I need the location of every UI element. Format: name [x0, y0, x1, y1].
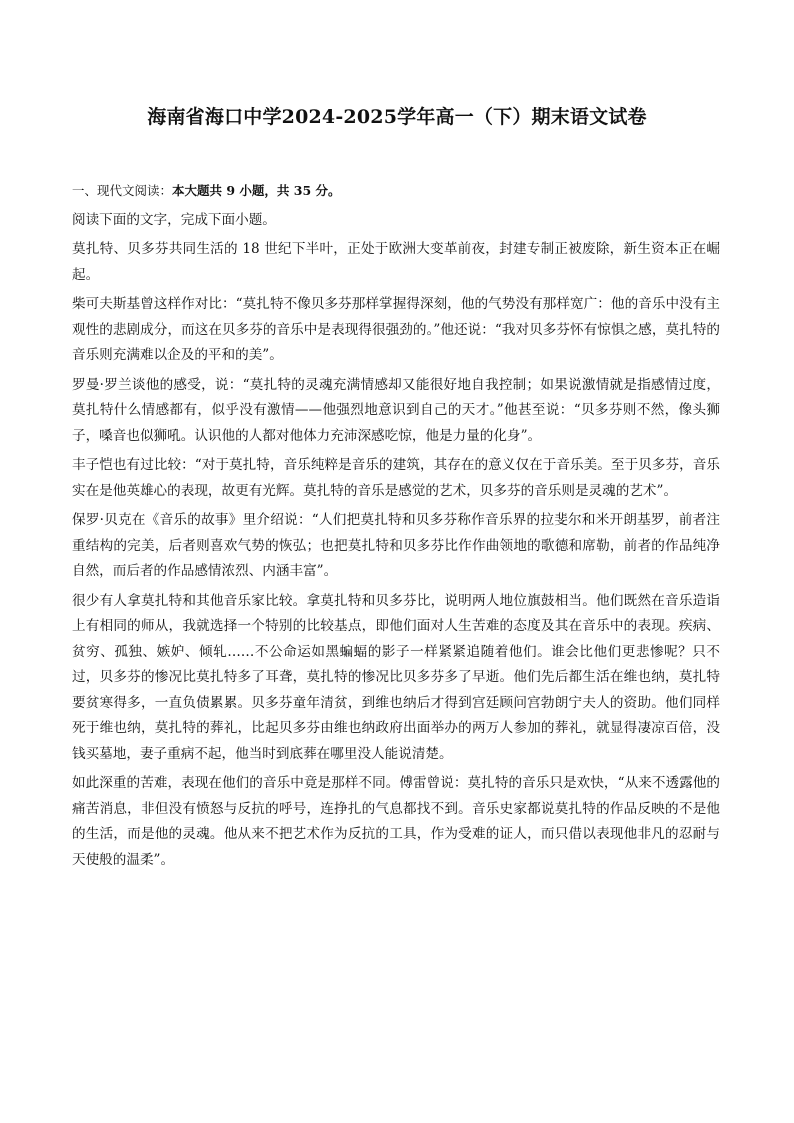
paragraph: 如此深重的苦难，表现在他们的音乐中竟是那样不同。傅雷曾说：莫扎特的音乐只是欢快，“从来不透露他的痛苦消息，非但没有愤怒与反抗的呼号，连挣扎的气息都找不到。音乐史家都说莫扎特的作品反映的不是他的生活，而是他的灵魂。他从来不把艺术作为反抗的工具，作为受难的证人，而只借以表现他非凡的忍耐与天使般的温柔”。 — [72, 775, 720, 868]
section-detail: 本大题共 9 小题，共 35 分。 — [172, 183, 341, 198]
paragraph: 保罗·贝克在《音乐的故事》里介绍说：“人们把莫扎特和贝多芬称作音乐界的拉斐尔和米开朗基罗，前者注重结构的完美，后者则喜欢气势的恢弘；也把莫扎特和贝多芬比作作曲领地的歌德和席勒，前者的作品纯净自然，而后者的作品感情浓烈、内涵丰富”。 — [72, 512, 720, 579]
exam-title: 海南省海口中学2024-2025学年高一（下）期末语文试卷 — [147, 106, 647, 128]
reading-content — [72, 178, 720, 877]
section-heading — [72, 178, 720, 204]
paragraph-instruction: 阅读下面的文字，完成下面小题。 — [72, 211, 276, 228]
paragraph: 莫扎特、贝多芬共同生活的 18 世纪下半叶，正处于欧洲大变革前夜，封建专制正被废除，新生资本正在崛起。 — [72, 241, 720, 283]
paragraph: 很少有人拿莫扎特和其他音乐家比较。拿莫扎特和贝多芬比，说明两人地位旗鼓相当。他们既然在音乐造诣上有相同的师从，我就选择一个特别的比较基点，即他们面对人生苦难的态度及其在音乐中的表现。疾病、贫穷、孤独、嫉妒、倾轧……不公命运如黑蝙蝠的影子一样紧紧追随着他们。谁会比他们更悲惨呢？只不过，贝多芬的惨况比莫扎特多了耳聋，莫扎特的惨况比贝多芬多了早逝。他们先后都生活在维也纳，莫扎特要贫寒得多，一直负债累累。贝多芬童年清贫，到维也纳后才得到宫廷顾问宫勃朗宁夫人的资助。他们同样死于维也纳，莫扎特的葬礼，比起贝多芬由维也纳政府出面举办的两万人参加的葬礼，就显得凄凉百倍，没钱买墓地，妻子重病不起，他当时到底葬在哪里没人能说清楚。 — [72, 592, 720, 762]
section-label: 一、现代文阅读： — [72, 183, 173, 198]
paragraph: 丰子恺也有过比较：“对于莫扎特，音乐纯粹是音乐的建筑，其存在的意义仅在于音乐美。至于贝多芬，音乐实在是他英雄心的表现，故更有光辉。莫扎特的音乐是感觉的艺术，贝多芬的音乐则是灵魂的艺术”。 — [72, 457, 720, 499]
paragraph: 柴可夫斯基曾这样作对比：“莫扎特不像贝多芬那样掌握得深刻，他的气势没有那样宽广：他的音乐中没有主观性的悲剧成分，而这在贝多芬的音乐中是表现得很强劲的。”他还说：“我对贝多芬怀有惊惧之感，莫扎特的音乐则充满难以企及的平和的美”。 — [72, 296, 720, 363]
paragraph: 罗曼·罗兰谈他的感受，说：“莫扎特的灵魂充满情感却又能很好地自我控制；如果说激情就是指感情过度，莫扎特什么情感都有，似乎没有激情——他强烈地意识到自己的天才。”他甚至说：“贝多芬则不然，像头狮子，嗓音也似狮吼。认识他的人都对他体力充沛深感吃惊，他是力量的化身”。 — [72, 376, 720, 444]
